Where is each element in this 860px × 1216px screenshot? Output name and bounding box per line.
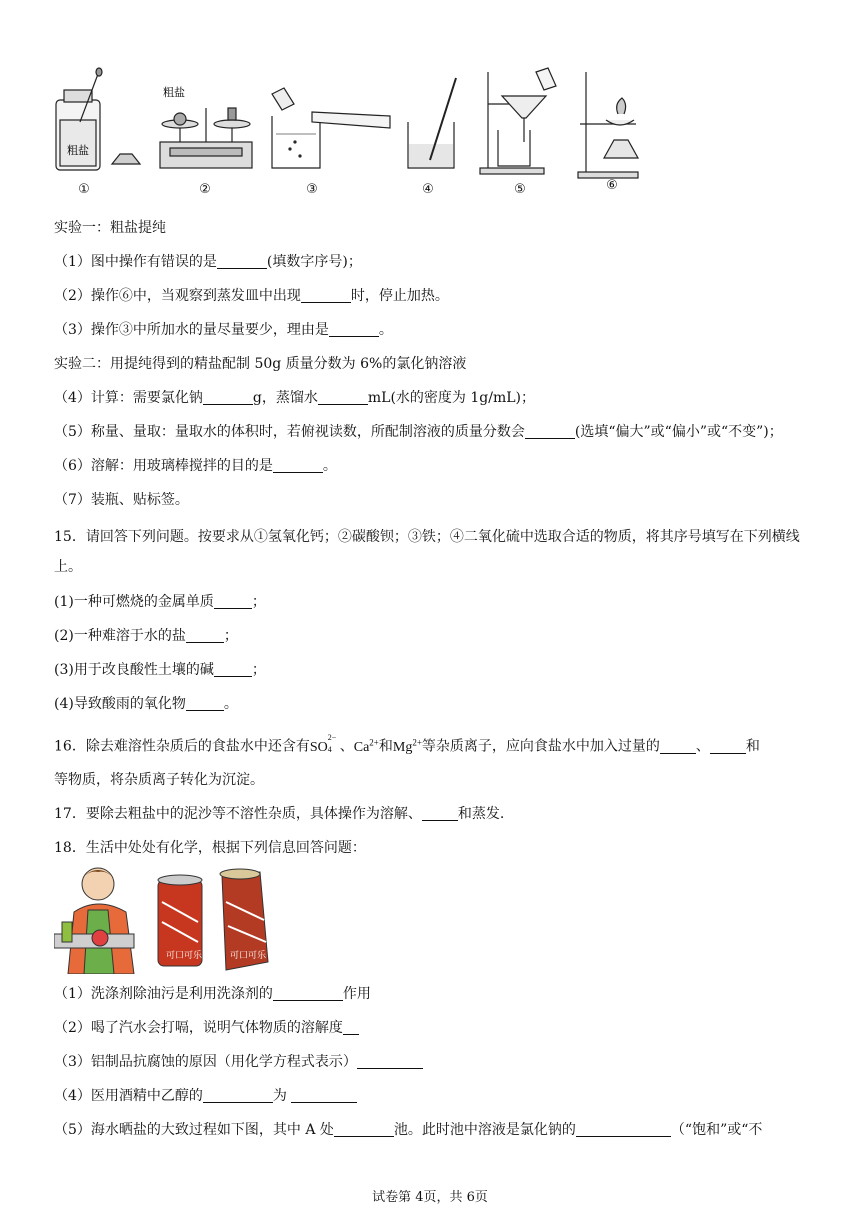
separator: 、 (339, 738, 354, 755)
q15-sub-3 (54, 660, 266, 680)
jar-label: 粗盐 (67, 144, 89, 157)
answer-blank[interactable] (301, 288, 351, 303)
caption-5: ⑤ (514, 182, 526, 197)
question-1 (54, 252, 362, 272)
q16-line-2: 等物质，将杂质离子转化为沉淀。 (54, 772, 264, 788)
answer-blank[interactable] (318, 390, 368, 405)
exp1-title: 实验一：粗盐提纯 (54, 220, 166, 236)
q15-stem: 15．请回答下列问题。按要求从①氢氧化钙；②碳酸钡；③铁；④二氧化硫中选取合适的物质，将其序号填写在下列横线上。 (54, 529, 800, 575)
q18-sub-2 (54, 1018, 359, 1038)
balance-label: 粗盐 (163, 86, 185, 99)
answer-blank[interactable] (660, 739, 696, 754)
can-label-1: 可口可乐 (166, 951, 203, 961)
q1-text: （1）图中操作有错误的是 (54, 254, 217, 270)
q15-s4-text: (4)导致酸雨的氧化物 (54, 696, 186, 712)
exp2-title: 实验二：用提纯得到的精盐配制 50g 质量分数为 6%的氯化钠溶液 (54, 356, 467, 372)
q3-text-end: 。 (378, 322, 393, 338)
person-washing-icon (54, 868, 134, 974)
question-4 (54, 388, 535, 408)
q2-text: （2）操作⑥中，当观察到蒸发皿中出现 (54, 288, 301, 304)
answer-blank[interactable] (203, 1088, 273, 1103)
q16-text-mid: 等杂质离子，应向食盐水中加入过量的 (421, 738, 660, 755)
calcium-ion: $Ca^{2+}$ (353, 737, 379, 755)
answer-blank[interactable] (710, 739, 746, 754)
q18-s4-text-mid: 为 (272, 1088, 287, 1104)
semicolon: ； (223, 628, 238, 644)
q18-sub-5 (54, 1120, 762, 1140)
sulfate-ion: SO 2− 4 (309, 733, 337, 755)
q18-s4-text: （4）医用酒精中乙醇的 (54, 1088, 203, 1104)
answer-blank[interactable] (329, 322, 379, 337)
q16-text: 16．除去难溶性杂质后的食盐水中还含有 (54, 738, 310, 755)
stirring-beaker-icon (408, 78, 456, 168)
q16-line-1 (54, 732, 760, 758)
balance-icon (160, 108, 252, 168)
evaporation-icon (578, 72, 638, 178)
q15-sub-1 (54, 592, 266, 612)
caption-2: ② (199, 182, 211, 197)
q18-s5-text-mid: 池。此时池中溶液是氯化钠的 (393, 1122, 576, 1138)
filtration-icon (480, 68, 556, 174)
caption-4: ④ (422, 182, 434, 197)
q17-text-end: 和蒸发. (457, 806, 505, 822)
q18-s2-text: （2）喝了汽水会打嗝，说明气体物质的溶解度 (54, 1020, 343, 1036)
answer-blank[interactable] (214, 594, 252, 609)
magnesium-ion: $Mg^{2+}$ (392, 737, 422, 755)
answer-blank[interactable] (273, 986, 343, 1001)
answer-blank[interactable] (291, 1088, 357, 1103)
q4-text: （4）计算：需要氯化钠 (54, 390, 203, 406)
q4-text-end: mL(水的密度为 1g/mL)； (367, 390, 535, 406)
semicolon: ； (251, 662, 266, 678)
caption-6: ⑥ (606, 178, 618, 193)
q6-text-end: 。 (322, 458, 337, 474)
q18-s1-text: （1）洗涤剂除油污是利用洗涤剂的 (54, 986, 273, 1002)
q2-text-end: 时，停止加热。 (350, 288, 449, 304)
q15-s1-text: (1)一种可燃烧的金属单质 (54, 594, 214, 610)
answer-blank[interactable] (203, 390, 253, 405)
answer-blank[interactable] (525, 424, 575, 439)
answer-blank[interactable] (422, 806, 458, 821)
question-7: （7）装瓶、贴标签。 (54, 492, 189, 508)
answer-blank[interactable] (214, 662, 252, 677)
answer-blank[interactable] (186, 696, 224, 711)
answer-blank[interactable] (186, 628, 224, 643)
can-label-2: 可口可乐 (230, 951, 267, 961)
q18-s1-text-end: 作用 (342, 986, 371, 1002)
and-text: 和 (378, 738, 393, 755)
q5-text: （5）称量、量取：量取水的体积时，若俯视读数，所配制溶液的质量分数会 (54, 424, 525, 440)
pouring-water-icon (272, 88, 390, 168)
apparatus-figure (50, 64, 670, 204)
q18-s5-text-end: （“饱和”或“不 (670, 1122, 763, 1138)
semicolon: ； (251, 594, 266, 610)
q15-s2-text: (2)一种难溶于水的盐 (54, 628, 186, 644)
q18-sub-4 (54, 1086, 357, 1106)
question-6 (54, 456, 337, 476)
answer-blank[interactable] (217, 254, 267, 269)
q3-text: （3）操作③中所加水的量尽量要少，理由是 (54, 322, 329, 338)
caption-3: ③ (306, 182, 318, 197)
q15-sub-2 (54, 626, 238, 646)
page-footer: 试卷第 4页，共 6页 (372, 1190, 488, 1205)
q18-sub-3 (54, 1052, 423, 1072)
caption-1: ① (78, 182, 90, 197)
q17-text: 17．要除去粗盐中的泥沙等不溶性杂质，具体操作为溶解、 (54, 806, 422, 822)
q18-s3-text: （3）铝制品抗腐蚀的原因（用化学方程式表示） (54, 1054, 357, 1070)
q15-s3-text: (3)用于改良酸性土壤的碱 (54, 662, 214, 678)
question-17 (54, 804, 504, 824)
q1-text-end: (填数字序号)； (266, 254, 362, 270)
q18-s5-text: （5）海水晒盐的大致过程如下图，其中 A 处 (54, 1122, 334, 1138)
answer-blank[interactable] (343, 1020, 359, 1035)
q15-sub-4 (54, 694, 238, 714)
q5-text-end: (选填“偏大”或“偏小”或“不变”)； (574, 424, 783, 440)
answer-blank[interactable] (334, 1122, 394, 1137)
separator: 、 (695, 738, 710, 755)
answer-blank[interactable] (357, 1054, 423, 1069)
q18-stem: 18．生活中处处有化学，根据下列信息回答问题： (54, 840, 366, 856)
q18-sub-1 (54, 984, 371, 1004)
question-3 (54, 320, 393, 340)
question-5 (54, 422, 783, 442)
answer-blank[interactable] (273, 458, 323, 473)
question-2 (54, 286, 449, 306)
q6-text: （6）溶解：用玻璃棒搅拌的目的是 (54, 458, 273, 474)
soda-illustration (54, 862, 274, 974)
answer-blank[interactable] (576, 1122, 671, 1137)
period: 。 (223, 696, 238, 712)
q4-text-mid: g，蒸馏水 (252, 390, 318, 406)
and-text: 和 (745, 738, 760, 755)
